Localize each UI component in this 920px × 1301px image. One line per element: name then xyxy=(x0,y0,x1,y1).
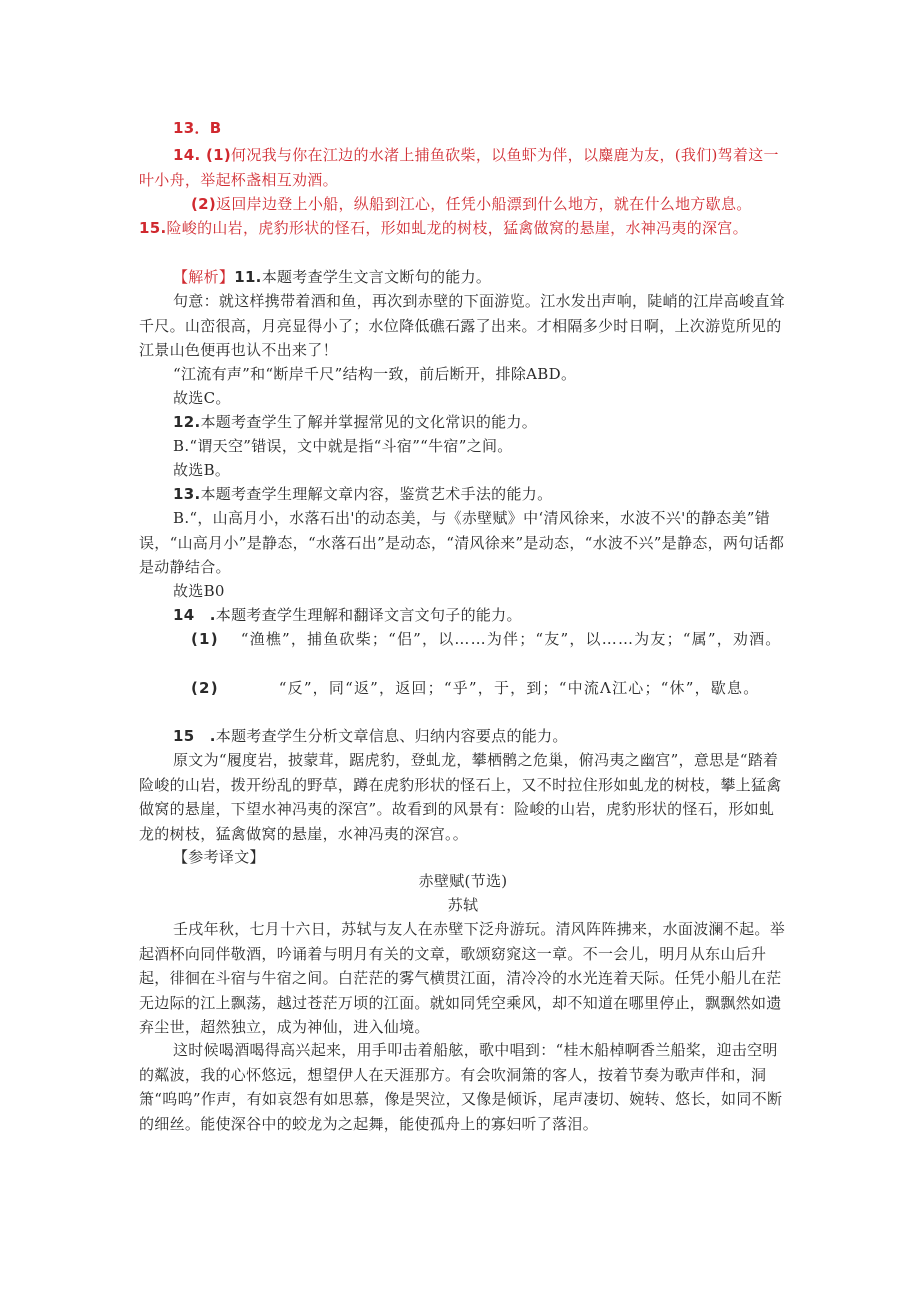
analysis-tag: 【解析】 xyxy=(173,268,235,286)
q12-reason: B.“谓天空”错误，文中就是指“斗宿”“牛宿”之间。 xyxy=(173,437,513,455)
q13-num: 13. xyxy=(173,485,201,503)
answer-15 xyxy=(139,216,787,241)
q13-intro: 本题考查学生理解文章内容，鉴赏艺术手法的能力。 xyxy=(200,485,553,503)
answer-14-1 xyxy=(139,143,787,192)
answer-15-text: 险峻的山岩，虎豹形状的怪石，形如虬龙的树枝，猛禽做窝的悬崖，水神冯夷的深宫。 xyxy=(166,219,748,237)
translation-title: 赤壁赋(节选) xyxy=(418,872,508,890)
q11-num: 11. xyxy=(234,268,262,286)
q14-1-num: (1) xyxy=(191,630,219,648)
translation-tag: 【参考译文】 xyxy=(173,848,265,866)
answer-15-num: 15. xyxy=(139,219,167,237)
q14-2-num: (2) xyxy=(191,679,219,697)
translation-paragraph-2: 这时候喝酒喝得高兴起来，用手叩击着船舷，歌中唱到：“桂木船棹啊香兰船桨，迎击空明的粼波，我的心怀悠远，想望伊人在天涯那方。有会吹洞箫的客人，按着节奏为歌声伴和，洞箫“呜呜”作声，有如哀怨有如思慕，像是哭泣，又像是倾诉，尾声凄切、婉转、悠长，如同不断的细丝。能使深谷中的蛟龙为之起舞，能使孤舟上的寡妇听了落泪。 xyxy=(139,1041,783,1133)
answer-13-text: 13．B xyxy=(173,119,222,137)
q11-meaning: 句意：就这样携带着酒和鱼，再次到赤壁的下面游览。江水发出声响，陡峭的江岸高峻直耸千尺。山峦很高，月亮显得小了；水位降低礁石露了出来。才相隔多少时日啊，上次游览所见的江景山色便再也认不出来了！ xyxy=(139,292,786,359)
q13-answer: 故选B0 xyxy=(173,582,225,600)
q11-reason: “江流有声”和“断岸千尺”结构一致，前后断开，排除ABD。 xyxy=(173,365,577,383)
q13-heading xyxy=(139,482,787,507)
q14-2 xyxy=(139,676,787,701)
q14-1-text: “渔樵”，捕鱼砍柴；“侣”，以……为伴；“友”，以……为友；“属”，劝酒。 xyxy=(240,630,782,648)
q12-num: 12. xyxy=(173,413,201,431)
q15-text: 原文为“履度岩，披蒙茸，踞虎豹，登虬龙，攀栖鹘之危巢，俯冯夷之幽宫”，意思是“踏着险峻的山岩，拨开纷乱的野草，蹲在虎豹形状的怪石上，又不时拉住形如虬龙的树枝，攀上猛禽做窝的悬崖，下望水神冯夷的深宫”。故看到的风景有：险峻的山岩，虎豹形状的怪石，形如虬龙的树枝，猛禽做窝的悬崖，水神冯夷的深宫。。 xyxy=(139,751,782,843)
q14-2-text: “反”，同“返”，返回；“乎”，于，到；“中流Λ江心；“休”，歇息。 xyxy=(278,679,760,697)
answer-14-2-num: (2) xyxy=(191,195,217,213)
translation-paragraph-1: 壬戌年秋，七月十六日，苏轼与友人在赤壁下泛舟游玩。清风阵阵拂来，水面波澜不起。举起酒杯向同伴敬酒，吟诵着与明月有关的文章，歌颂窈窕这一章。不一会儿，明月从东山后升起，徘徊在斗宿与牛宿之间。白茫茫的雾气横贯江面，清冷冷的水光连着天际。任凭小船儿在茫无边际的江上飘荡，越过苍茫万顷的江面。就如同凭空乘风，却不知道在哪里停止，飘飘然如遗弃尘世，超然独立，成为神仙，进入仙境。 xyxy=(139,920,786,1036)
answer-14-2 xyxy=(139,192,787,217)
answer-13 xyxy=(139,116,787,141)
translation-author: 苏轼 xyxy=(447,896,479,914)
q14-num: 14 . xyxy=(173,606,216,624)
q11-answer: 故选C。 xyxy=(173,389,231,407)
answer-14-2-text: 返回岸边登上小船，纵船到江心，任凭小船漂到什么地方，就在什么地方歇息。 xyxy=(216,195,752,213)
q12-heading xyxy=(139,410,787,435)
q11-intro: 本题考查学生文言文断句的能力。 xyxy=(261,268,492,286)
answer-14-1-num: 14. (1) xyxy=(173,146,232,164)
q12-intro: 本题考查学生了解并掌握常见的文化常识的能力。 xyxy=(200,413,538,431)
analysis-q11-heading xyxy=(139,265,787,290)
q15-num: 15 . xyxy=(173,727,216,745)
q13-reason: B.“，山高月小，水落石出'的动态美，与《赤壁赋》中‘清风徐来，水波不兴'的静态美”错误，“山高月小”是静态，“水落石出”是动态，“清风徐来”是动态，“水波不兴”是静态，两句话都是动静结合。 xyxy=(139,509,785,576)
q14-intro: 本题考查学生理解和翻译文言文句子的能力。 xyxy=(215,606,522,624)
q14-heading xyxy=(139,603,787,628)
q12-answer: 故选B。 xyxy=(173,461,231,479)
q15-intro: 本题考查学生分析文章信息、归纳内容要点的能力。 xyxy=(215,727,568,745)
q15-heading xyxy=(139,724,787,749)
q14-1 xyxy=(139,627,787,652)
answer-14-1-text: 何况我与你在江边的水渚上捕鱼砍柴，以鱼虾为伴，以麋鹿为友，(我们)驾着这一叶小舟，举起杯盏相互劝酒。 xyxy=(139,146,779,189)
